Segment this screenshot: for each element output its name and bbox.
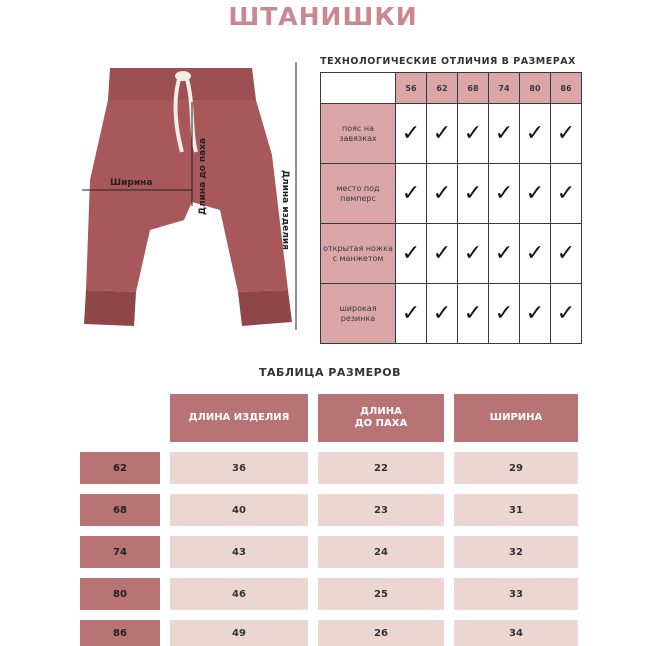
check-icon: ✓ bbox=[520, 224, 551, 284]
tech-row bbox=[321, 104, 582, 164]
tech-table-caption: ТЕХНОЛОГИЧЕСКИЕ ОТЛИЧИЯ В РАЗМЕРАХ bbox=[320, 56, 576, 67]
check-icon: ✓ bbox=[458, 284, 489, 344]
pants-body bbox=[86, 100, 288, 292]
check-icon: ✓ bbox=[551, 104, 582, 164]
cell-width: 32 bbox=[454, 536, 578, 568]
length-label: Длина изделия bbox=[280, 170, 290, 250]
tech-size-74: 74 bbox=[489, 73, 520, 104]
tech-corner bbox=[321, 73, 396, 104]
cell-width: 29 bbox=[454, 452, 578, 484]
tech-feature-label: широкая резинка bbox=[321, 284, 396, 344]
check-icon: ✓ bbox=[427, 164, 458, 224]
pants-illustration bbox=[72, 60, 302, 340]
tech-row bbox=[321, 284, 582, 344]
check-icon: ✓ bbox=[551, 164, 582, 224]
tech-size-86: 86 bbox=[551, 73, 582, 104]
cell-crotch-length: 22 bbox=[318, 452, 444, 484]
size-label: 86 bbox=[80, 620, 160, 646]
tech-row bbox=[321, 224, 582, 284]
check-icon: ✓ bbox=[427, 224, 458, 284]
cell-crotch-length: 23 bbox=[318, 494, 444, 526]
check-icon: ✓ bbox=[520, 104, 551, 164]
tech-size-68: 68 bbox=[458, 73, 489, 104]
cell-width: 33 bbox=[454, 578, 578, 610]
pants-drawing bbox=[72, 60, 302, 340]
cell-width: 34 bbox=[454, 620, 578, 646]
check-icon: ✓ bbox=[427, 104, 458, 164]
page-title: ШТАНИШКИ bbox=[228, 2, 418, 31]
check-icon: ✓ bbox=[458, 224, 489, 284]
header-length: ДЛИНА ИЗДЕЛИЯ bbox=[170, 394, 308, 442]
check-icon: ✓ bbox=[489, 224, 520, 284]
cell-length: 43 bbox=[170, 536, 308, 568]
cell-width: 31 bbox=[454, 494, 578, 526]
cell-length: 49 bbox=[170, 620, 308, 646]
check-icon: ✓ bbox=[520, 164, 551, 224]
tech-feature-label: пояс на завязках bbox=[321, 104, 396, 164]
cell-length: 40 bbox=[170, 494, 308, 526]
cell-crotch-length: 26 bbox=[318, 620, 444, 646]
tech-size-80: 80 bbox=[520, 73, 551, 104]
header-crotch-length: ДЛИНА ДО ПАХА bbox=[318, 394, 444, 442]
check-icon: ✓ bbox=[520, 284, 551, 344]
tech-feature-label: открытая ножка с манжетом bbox=[321, 224, 396, 284]
size-table-caption: ТАБЛИЦА РАЗМЕРОВ bbox=[259, 366, 401, 379]
check-icon: ✓ bbox=[396, 104, 427, 164]
check-icon: ✓ bbox=[489, 164, 520, 224]
check-icon: ✓ bbox=[489, 104, 520, 164]
check-icon: ✓ bbox=[396, 284, 427, 344]
tech-row bbox=[321, 164, 582, 224]
check-icon: ✓ bbox=[427, 284, 458, 344]
tech-header-row bbox=[321, 73, 582, 104]
check-icon: ✓ bbox=[458, 104, 489, 164]
cell-length: 46 bbox=[170, 578, 308, 610]
header-width: ШИРИНА bbox=[454, 394, 578, 442]
tech-size-56: 56 bbox=[396, 73, 427, 104]
check-icon: ✓ bbox=[458, 164, 489, 224]
check-icon: ✓ bbox=[489, 284, 520, 344]
width-label: Ширина bbox=[110, 178, 153, 188]
check-icon: ✓ bbox=[396, 164, 427, 224]
cord-knot bbox=[175, 71, 191, 81]
cell-crotch-length: 25 bbox=[318, 578, 444, 610]
tech-size-62: 62 bbox=[427, 73, 458, 104]
check-icon: ✓ bbox=[551, 284, 582, 344]
check-icon: ✓ bbox=[551, 224, 582, 284]
cell-length: 36 bbox=[170, 452, 308, 484]
size-label: 74 bbox=[80, 536, 160, 568]
size-label: 62 bbox=[80, 452, 160, 484]
crotch-label: Длина до паха bbox=[198, 137, 208, 215]
cell-crotch-length: 24 bbox=[318, 536, 444, 568]
left-cuff bbox=[84, 290, 136, 326]
tech-feature-label: место под памперс bbox=[321, 164, 396, 224]
size-label: 68 bbox=[80, 494, 160, 526]
tech-table bbox=[320, 72, 582, 344]
check-icon: ✓ bbox=[396, 224, 427, 284]
right-cuff bbox=[238, 290, 292, 326]
size-label: 80 bbox=[80, 578, 160, 610]
